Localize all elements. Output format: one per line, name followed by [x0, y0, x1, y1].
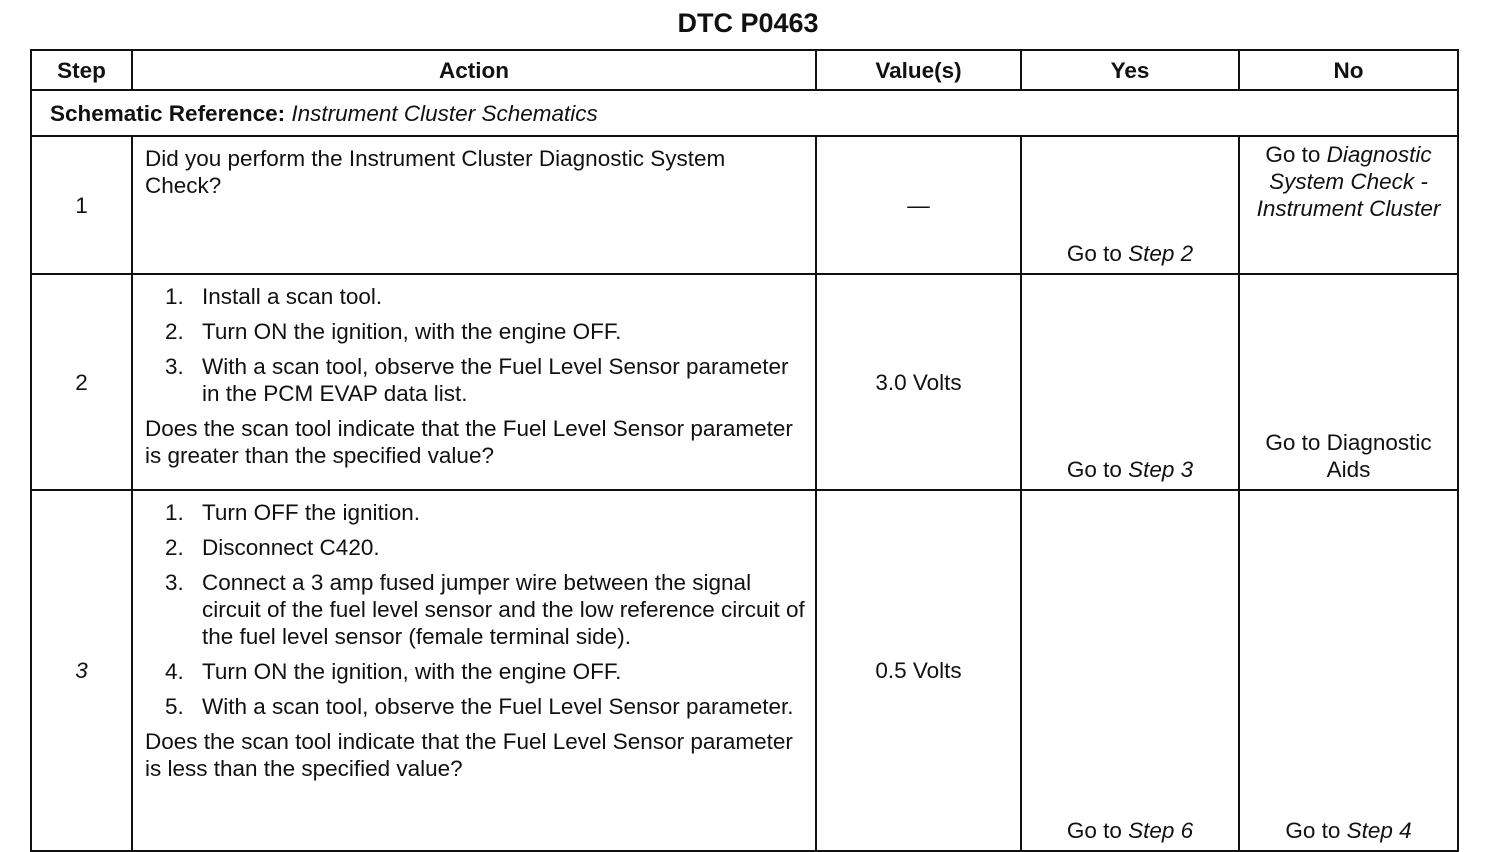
substep: 1. Turn OFF the ignition. — [165, 500, 421, 525]
yes-link[interactable]: Step 2 — [1128, 241, 1194, 266]
no-cell — [1239, 490, 1458, 851]
header-action: Action — [132, 50, 816, 90]
no-prefix: Go to — [1265, 142, 1321, 167]
page-title: DTC P0463 — [677, 8, 819, 38]
substep: 3. Connect a 3 amp fused jumper wire between the signal circuit of the fuel level sensor and the low reference circuit of the fuel level sensor (female terminal side). — [165, 570, 805, 649]
substep: 2. Turn ON the ignition, with the engine OFF. — [165, 319, 622, 344]
no-cell — [1239, 274, 1458, 490]
table-header-row — [31, 50, 1458, 90]
substep: 3. With a scan tool, observe the Fuel Level Sensor parameter in the PCM EVAP data list. — [165, 354, 789, 406]
no-cell — [1239, 136, 1458, 274]
yes-link[interactable]: Step 6 — [1128, 818, 1194, 843]
action-question: Does the scan tool indicate that the Fuel Level Sensor parameter is greater than the specified value? — [145, 416, 793, 468]
yes-cell — [1021, 136, 1239, 274]
value-cell: 0.5 Volts — [816, 490, 1021, 851]
table-row — [31, 490, 1458, 851]
step-number: 1 — [31, 136, 132, 274]
value-cell: — — [816, 136, 1021, 274]
yes-prefix: Go to — [1066, 241, 1122, 266]
substep-list — [145, 499, 805, 720]
step-number: 2 — [31, 274, 132, 490]
yes-prefix: Go to — [1066, 457, 1122, 482]
yes-link[interactable]: Step 3 — [1128, 457, 1194, 482]
yes-cell — [1021, 490, 1239, 851]
substep-list — [145, 283, 805, 407]
value-cell: 3.0 Volts — [816, 274, 1021, 490]
schematic-reference — [31, 90, 1458, 136]
schematic-reference-label: Schematic Reference: — [50, 100, 286, 126]
action-cell — [132, 274, 816, 490]
action-cell — [132, 490, 816, 851]
schematic-reference-link[interactable]: Instrument Cluster Schematics — [291, 100, 598, 126]
substep: 4. Turn ON the ignition, with the engine OFF. — [165, 659, 622, 684]
action-cell — [132, 136, 816, 274]
no-link[interactable]: Step 4 — [1346, 818, 1412, 843]
no-text[interactable]: Go to Diagnostic Aids — [1265, 430, 1432, 482]
substep: 5. With a scan tool, observe the Fuel Level Sensor parameter. — [165, 694, 794, 719]
table-row — [31, 136, 1458, 274]
schematic-reference-row — [31, 90, 1458, 136]
substep: 1. Install a scan tool. — [165, 284, 383, 309]
no-prefix: Go to — [1285, 818, 1341, 843]
step-number: 3 — [31, 490, 132, 851]
yes-prefix: Go to — [1066, 818, 1122, 843]
table-row — [31, 274, 1458, 490]
header-value: Value(s) — [816, 50, 1021, 90]
header-step: Step — [31, 50, 132, 90]
action-question: Does the scan tool indicate that the Fuel Level Sensor parameter is less than the specified value? — [145, 729, 793, 781]
header-no: No — [1239, 50, 1458, 90]
diagnostic-table — [30, 49, 1459, 852]
action-question: Did you perform the Instrument Cluster Diagnostic System Check? — [145, 146, 726, 198]
substep: 2. Disconnect C420. — [165, 535, 380, 560]
header-yes: Yes — [1021, 50, 1239, 90]
yes-cell — [1021, 274, 1239, 490]
no-link[interactable]: Diagnostic System Check - Instrument Cluster — [1256, 142, 1441, 221]
